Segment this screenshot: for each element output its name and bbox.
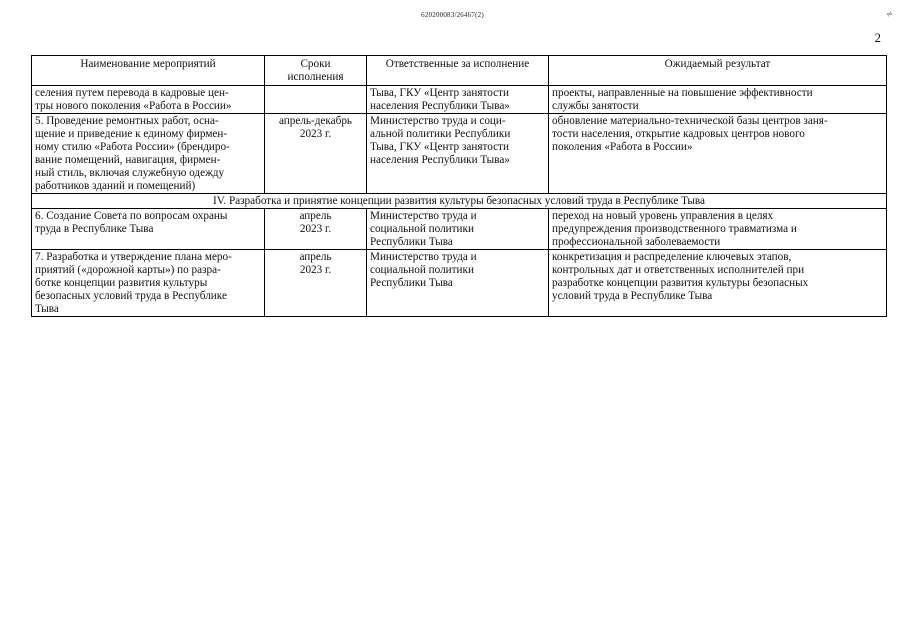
header-row [32, 56, 887, 86]
row-measure-name: 6. Создание Совета по вопросам охраны труда в Республике Тыва [32, 209, 265, 250]
action-plan-table [31, 55, 887, 317]
row-term: апрель 2023 г. [265, 209, 367, 250]
page-number: 2 [874, 30, 881, 45]
column-header-term: Сроки исполнения [265, 56, 367, 86]
document-code: 620200083/26467(2) [421, 11, 484, 19]
column-header-result: Ожидаемый результат [549, 56, 887, 86]
row-term [265, 86, 367, 114]
row-responsible: Тыва, ГКУ «Центр занятости населения Республики Тыва» [367, 86, 549, 114]
row-measure-name: 5. Проведение ремонтных работ, осна- щение и приведение к единому фирмен- ному стилю «Работа России» (брендиро- вание помещений, навигация, фирмен- ный стиль, включая служебную одежду работников зданий и помещений) [32, 114, 265, 194]
row-responsible: Министерство труда и социальной политики Республики Тыва [367, 209, 549, 250]
table-row [32, 209, 887, 250]
row-responsible: Министерство труда и соци- альной политики Республики Тыва, ГКУ «Центр занятости населения Республики Тыва» [367, 114, 549, 194]
table-row [32, 250, 887, 317]
table-header [32, 56, 887, 86]
row-expected-result: обновление материально-технической базы центров заня- тости населения, открытие кадровых центров нового поколения «Работа в России» [549, 114, 887, 194]
column-header-responsible: Ответственные за исполнение [367, 56, 549, 86]
row-measure-name: 7. Разработка и утверждение плана меро- приятий («дорожной карты») по разра- ботке концепции развития культуры безопасных условий труда в Республике Тыва [32, 250, 265, 317]
corner-mark: ≈ [884, 8, 895, 20]
column-header-name: Наименование мероприятий [32, 56, 265, 86]
section-title: IV. Разработка и принятие концепции развития культуры безопасных условий труда в Республике Тыва [32, 194, 887, 209]
table-row [32, 114, 887, 194]
row-term: апрель 2023 г. [265, 250, 367, 317]
row-measure-name: селения путем перевода в кадровые цен- тры нового поколения «Работа в России» [32, 86, 265, 114]
row-expected-result: проекты, направленные на повышение эффективности службы занятости [549, 86, 887, 114]
section-row [32, 194, 887, 209]
table-row [32, 86, 887, 114]
row-responsible: Министерство труда и социальной политики Республики Тыва [367, 250, 549, 317]
row-expected-result: переход на новый уровень управления в целях предупреждения производственного травматизма и профессиональной заболеваемости [549, 209, 887, 250]
row-term: апрель-декабрь 2023 г. [265, 114, 367, 194]
table-body [32, 86, 887, 317]
row-expected-result: конкретизация и распределение ключевых этапов, контрольных дат и ответственных исполнителей при разработке концепции развития культуры безопасных условий труда в Республике Тыва [549, 250, 887, 317]
